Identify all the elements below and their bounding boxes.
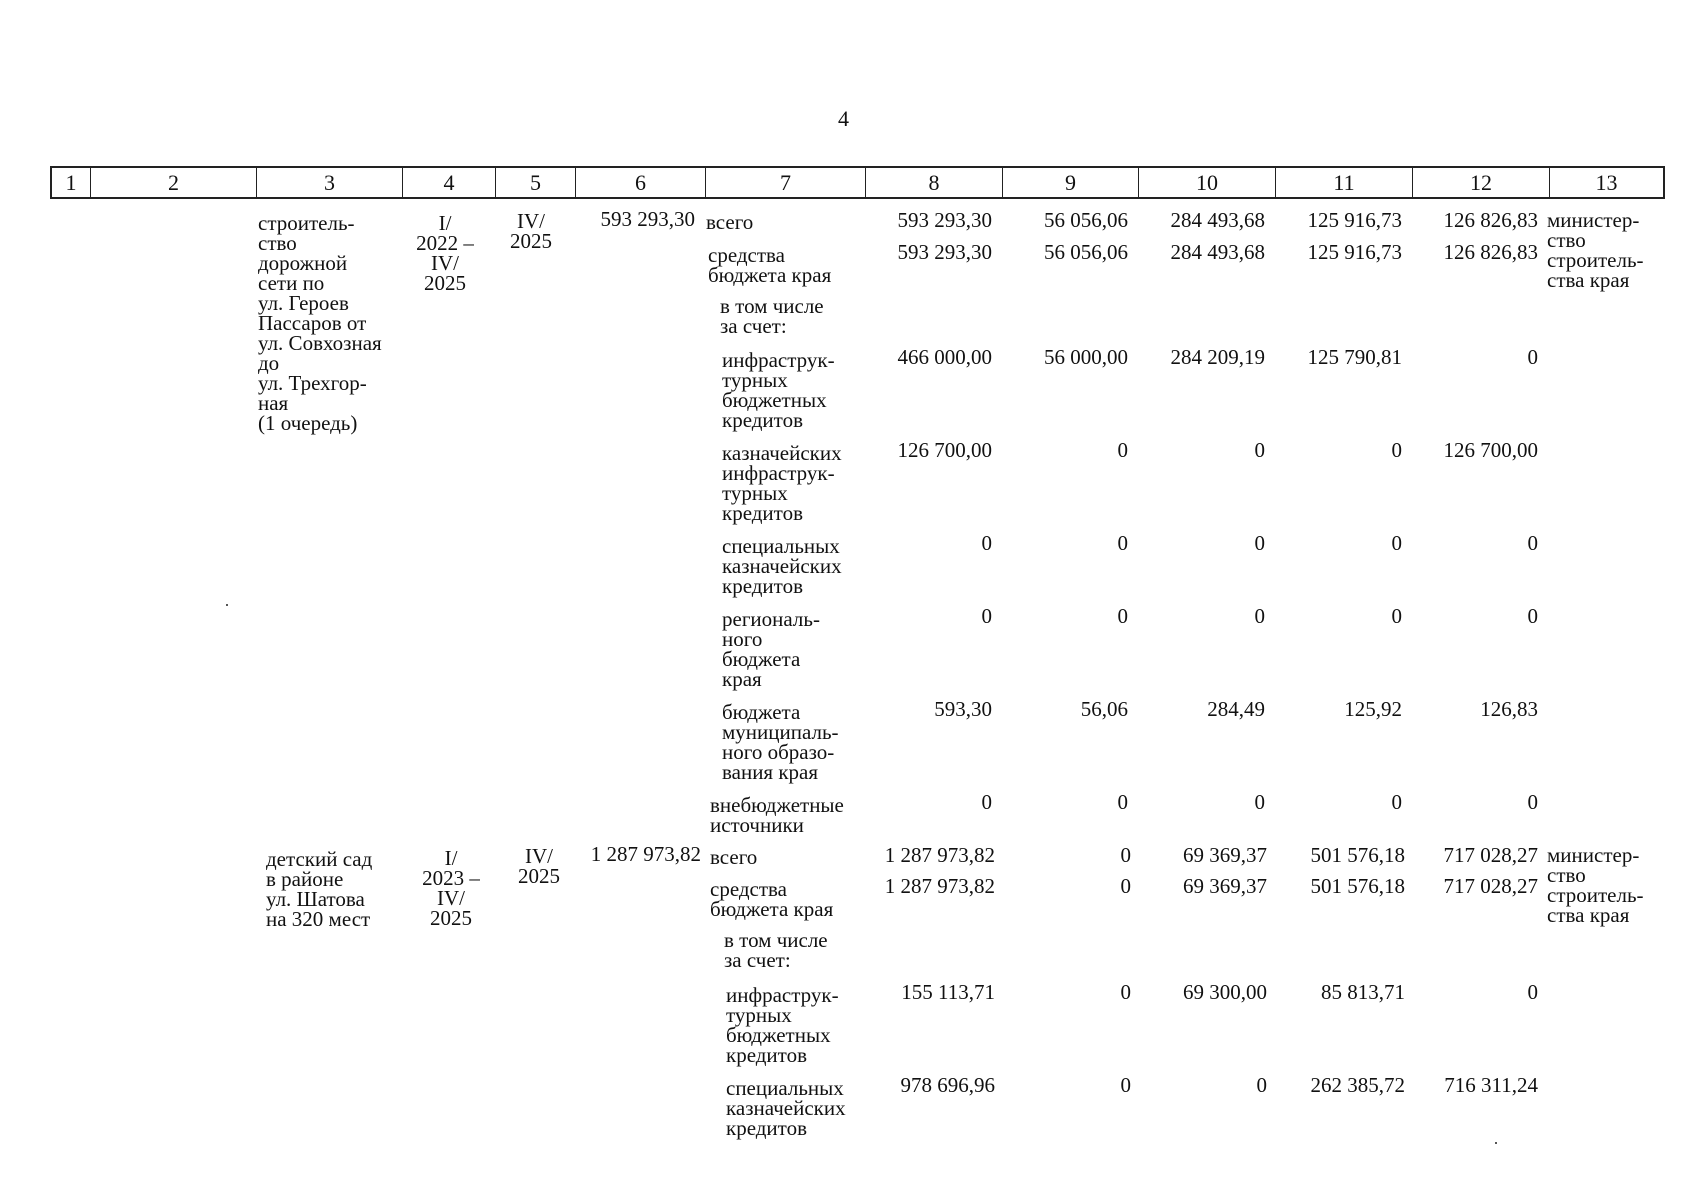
value-col-8: 0 (981, 531, 992, 555)
value-col-10: 284 493,68 (1170, 240, 1265, 264)
funding-source: казначейских инфраструк- турных кредитов (722, 441, 842, 525)
value-col-10: 0 (1254, 604, 1265, 628)
value-col-8: 0 (981, 790, 992, 814)
end-date: IV/ 2025 (518, 844, 560, 888)
header-col-12: 12 (1413, 168, 1550, 197)
value-col-9: 0 (1120, 1073, 1131, 1097)
value-col-10: 284 209,19 (1170, 345, 1265, 369)
value-col-9: 56 000,00 (1044, 345, 1128, 369)
funding-source: всего (710, 845, 758, 869)
object-name: строитель- ство дорожной сети по ул. Героев Пассаров от ул. Совхозная до ул. Трехгор- ная (1 очередь) (258, 211, 382, 435)
header-col-9: 9 (1003, 168, 1139, 197)
value-col-12: 717 028,27 (1443, 843, 1538, 867)
value-col-11: 262 385,72 (1310, 1073, 1405, 1097)
executor: министер- ство строитель- ства края (1547, 208, 1644, 292)
value-col-12: 0 (1527, 604, 1538, 628)
funding-source: внебюджетные источники (710, 793, 844, 837)
header-col-8: 8 (866, 168, 1003, 197)
value-col-12: 717 028,27 (1443, 874, 1538, 898)
value-col-8: 978 696,96 (900, 1073, 995, 1097)
value-col-9: 0 (1117, 604, 1128, 628)
header-col-7: 7 (706, 168, 866, 197)
table-header (50, 166, 1665, 199)
value-col-10: 69 369,37 (1183, 874, 1267, 898)
value-col-9: 56 056,06 (1044, 208, 1128, 232)
value-col-12: 0 (1527, 790, 1538, 814)
value-col-10: 284,49 (1207, 697, 1265, 721)
value-col-11: 125 916,73 (1307, 208, 1402, 232)
funding-source: специальных казначейских кредитов (722, 534, 842, 598)
value-col-11: 0 (1391, 790, 1402, 814)
value-col-12: 716 311,24 (1444, 1073, 1538, 1097)
value-col-8: 1 287 973,82 (884, 843, 995, 867)
header-col-5: 5 (496, 168, 576, 197)
start-date: I/ 2023 – IV/ 2025 (422, 846, 480, 930)
executor: министер- ство строитель- ства края (1547, 843, 1644, 927)
scan-speck (226, 604, 228, 606)
value-col-8: 466 000,00 (897, 345, 992, 369)
value-col-12: 126 826,83 (1443, 208, 1538, 232)
header-col-1: 1 (52, 168, 91, 197)
value-col-9: 0 (1120, 980, 1131, 1004)
value-col-9: 0 (1117, 531, 1128, 555)
value-col-11: 0 (1391, 604, 1402, 628)
funding-source: всего (706, 210, 754, 234)
value-col-8: 155 113,71 (901, 980, 995, 1004)
header-col-4: 4 (403, 168, 496, 197)
value-col-9: 56 056,06 (1044, 240, 1128, 264)
value-col-10: 69 300,00 (1183, 980, 1267, 1004)
value-col-9: 0 (1120, 874, 1131, 898)
value-col-11: 125 916,73 (1307, 240, 1402, 264)
value-col-11: 0 (1391, 438, 1402, 462)
header-col-11: 11 (1276, 168, 1413, 197)
value-col-9: 56,06 (1080, 697, 1128, 721)
value-col-11: 0 (1391, 531, 1402, 555)
value-col-9: 0 (1117, 438, 1128, 462)
value-col-12: 0 (1527, 980, 1538, 1004)
end-date: IV/ 2025 (510, 209, 552, 253)
scan-speck (1495, 1142, 1497, 1144)
value-col-8: 1 287 973,82 (884, 874, 995, 898)
value-col-9: 0 (1120, 843, 1131, 867)
value-col-10: 0 (1254, 790, 1265, 814)
total-cost: 1 287 973,82 (590, 842, 701, 866)
value-col-8: 0 (981, 604, 992, 628)
funding-source: инфраструк- турных бюджетных кредитов (722, 348, 835, 432)
value-col-11: 501 576,18 (1310, 874, 1405, 898)
funding-source: инфраструк- турных бюджетных кредитов (726, 983, 839, 1067)
value-col-8: 126 700,00 (897, 438, 992, 462)
funding-source: средства бюджета края (708, 243, 832, 287)
header-col-2: 2 (91, 168, 257, 197)
funding-source: региональ- ного бюджета края (722, 607, 820, 691)
value-col-11: 85 813,71 (1321, 980, 1405, 1004)
value-col-9: 0 (1117, 790, 1128, 814)
header-col-10: 10 (1139, 168, 1276, 197)
start-date: I/ 2022 – IV/ 2025 (416, 211, 474, 295)
value-col-10: 0 (1254, 438, 1265, 462)
value-col-12: 126,83 (1480, 697, 1538, 721)
value-col-10: 284 493,68 (1170, 208, 1265, 232)
funding-source: в том числе за счет: (720, 294, 824, 338)
funding-source: бюджета муниципаль- ного образо- вания края (722, 700, 839, 784)
header-col-13: 13 (1595, 170, 1618, 195)
object-name: детский сад в районе ул. Шатова на 320 мест (266, 847, 373, 931)
value-col-10: 69 369,37 (1183, 843, 1267, 867)
header-col-3: 3 (257, 168, 403, 197)
total-cost: 593 293,30 (600, 207, 695, 231)
value-col-8: 593 293,30 (897, 240, 992, 264)
funding-source: в том числе за счет: (724, 928, 828, 972)
header-col-6: 6 (576, 168, 706, 197)
funding-source: специальных казначейских кредитов (726, 1076, 846, 1140)
value-col-8: 593,30 (934, 697, 992, 721)
value-col-12: 0 (1527, 345, 1538, 369)
funding-source: средства бюджета края (710, 877, 834, 921)
page-number: 4 (838, 106, 849, 131)
value-col-12: 126 826,83 (1443, 240, 1538, 264)
value-col-11: 125,92 (1344, 697, 1402, 721)
value-col-8: 593 293,30 (897, 208, 992, 232)
value-col-12: 0 (1527, 531, 1538, 555)
value-col-11: 501 576,18 (1310, 843, 1405, 867)
value-col-11: 125 790,81 (1307, 345, 1402, 369)
value-col-12: 126 700,00 (1443, 438, 1538, 462)
value-col-10: 0 (1256, 1073, 1267, 1097)
value-col-10: 0 (1254, 531, 1265, 555)
